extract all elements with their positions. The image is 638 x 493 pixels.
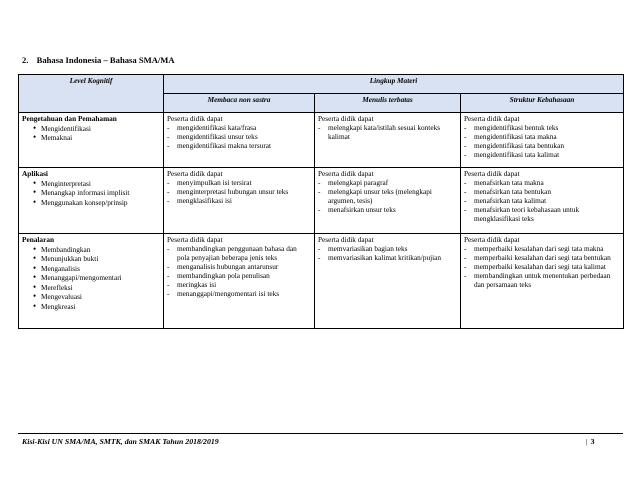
list-item: - menafsirkan tata kalimat — [464, 196, 547, 205]
material-cell — [461, 168, 624, 234]
table-row — [19, 234, 624, 329]
list-item: - menafsirkan tata makna — [464, 178, 544, 187]
list-item: - mengidentifikasi bentuk teks — [464, 123, 559, 132]
list-item: - mengidentifikasi tata bentukan — [464, 141, 564, 150]
page-number: 3 — [590, 437, 595, 446]
list-item: - membandingkan pola penulisan — [167, 271, 270, 280]
list-item: - mengklasifikasi isi — [167, 196, 232, 205]
list-item: - membandingkan untuk menentukan perbedaan dan persamaan teks — [464, 271, 611, 289]
list-item: - mengidentifikasi tata makna — [464, 132, 557, 141]
material-cell — [461, 234, 624, 329]
level-title: Pengetahuan dan Pemahaman — [22, 114, 117, 123]
list-item: - memvariasikan bagian teks — [318, 244, 408, 253]
list-item: - melengkapi paragraf — [318, 178, 389, 187]
list-item: - mengidentifikasi makna tersurat — [167, 141, 272, 150]
footer-divider — [18, 433, 623, 434]
level-title: Penalaran — [22, 235, 55, 244]
list-item: - menafsirkan tata bentukan — [464, 187, 551, 196]
kisi-kisi-table — [18, 74, 624, 329]
list-item: - menanggapi/mengomentari isi teks — [167, 289, 280, 298]
level-kognitif-header: Level Kognitif — [19, 75, 164, 113]
material-cell — [164, 234, 315, 329]
footer-document-title: Kisi-Kisi UN SMA/MA, SMTK, dan SMAK Tahun 2018/2019 — [22, 437, 219, 446]
list-item: - melengkapi unsur teks (melengkapi argumen, tesis) — [318, 187, 432, 205]
material-cell — [164, 168, 315, 234]
level-bullet: • Menggunakan konsep/prinsip — [33, 198, 160, 207]
cell-intro: Peserta didik dapat — [318, 235, 374, 244]
list-item: - menginterpretasi hubungan unsur teks — [167, 187, 289, 196]
list-item: - meringkas isi — [167, 280, 217, 289]
footer-separator: | — [586, 437, 588, 446]
level-bullet: • Membandingkan — [33, 245, 160, 254]
list-item: - memperbaiki kesalahan dari segi tata kalimat — [464, 262, 606, 271]
level-bullet: • Menangkap informasi implisit — [33, 188, 160, 197]
material-cell — [315, 113, 461, 168]
section-number: 2. — [22, 55, 29, 65]
level-bullet: • Merefleksi — [33, 283, 160, 292]
level-cell — [19, 234, 164, 329]
level-cell — [19, 168, 164, 234]
list-item: - menafsirkan teori kebahasaan untuk mengklasifikasi teks — [464, 205, 580, 223]
list-item: - memperbaiki kesalahan dari segi tata bentukan — [464, 253, 611, 262]
material-cell — [315, 168, 461, 234]
column-header-menulis: Menulis terbatas — [315, 94, 461, 113]
level-bullet: • Mengevaluasi — [33, 292, 160, 301]
list-item: - membandingkan penggunaan bahasa dan pola penyajian beberapa jenis teks — [167, 244, 297, 262]
list-item: - mengidentifikasi tata kalimat — [464, 150, 560, 159]
cell-intro: Peserta didik dapat — [464, 235, 520, 244]
table-row — [19, 168, 624, 234]
material-cell — [164, 113, 315, 168]
level-title: Aplikasi — [22, 169, 48, 178]
cell-intro: Peserta didik dapat — [167, 235, 223, 244]
level-bullet: • Mengidentifikasi — [33, 124, 160, 133]
level-bullet: • Menganalisis — [33, 264, 160, 273]
footer-page — [586, 437, 594, 446]
list-item: - memperbaiki kesalahan dari segi tata makna — [464, 244, 604, 253]
material-cell — [315, 234, 461, 329]
level-cell — [19, 113, 164, 168]
cell-intro: Peserta didik dapat — [464, 114, 520, 123]
cell-intro: Peserta didik dapat — [167, 169, 223, 178]
level-bullet: • Memaknai — [33, 133, 160, 142]
table-row — [19, 113, 624, 168]
level-bullet: • Mengkreasi — [33, 302, 160, 311]
material-cell — [461, 113, 624, 168]
list-item: - menganalisis hubungan antarunsur — [167, 262, 279, 271]
list-item: - mengidentifikasi unsur teks — [167, 132, 258, 141]
cell-intro: Peserta didik dapat — [464, 169, 520, 178]
column-header-struktur: Struktur Kebahasaan — [461, 94, 624, 113]
section-title: Bahasa Indonesia – Bahasa SMA/MA — [36, 55, 175, 65]
section-heading — [22, 55, 175, 65]
cell-intro: Peserta didik dapat — [167, 114, 223, 123]
cell-intro: Peserta didik dapat — [318, 114, 374, 123]
level-bullet: • Menunjukkan bukti — [33, 254, 160, 263]
list-item: - memvariasikan kalimat kritikan/pujian — [318, 253, 442, 262]
list-item: - melengkapi kata/istilah sesuai konteks kalimat — [318, 123, 441, 141]
list-item: - menyimpulkan isi tersirat — [167, 178, 252, 187]
level-bullet: • Menginterpretasi — [33, 179, 160, 188]
list-item: - mengidentifikasi kata/frasa — [167, 123, 257, 132]
column-header-membaca: Membaca non sastra — [164, 94, 315, 113]
list-item: - menafsirkan unsur teks — [318, 205, 396, 214]
cell-intro: Peserta didik dapat — [318, 169, 374, 178]
lingkup-materi-header: Lingkup Materi — [164, 75, 624, 94]
level-bullet: • Menanggapi/mengomentari — [33, 273, 160, 282]
